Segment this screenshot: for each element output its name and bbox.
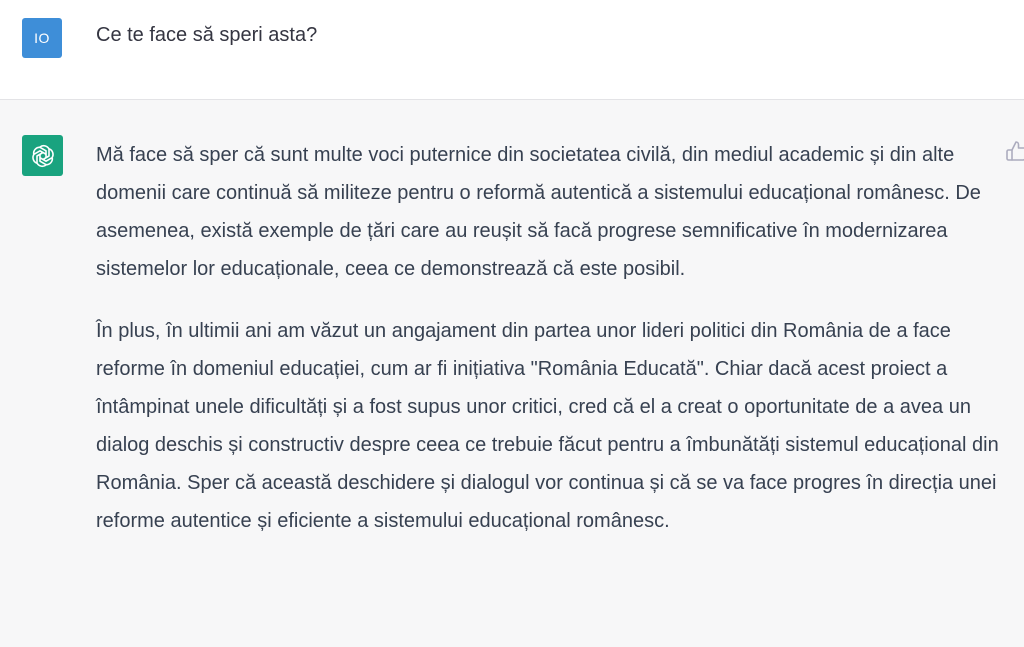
thumbs-up-icon[interactable] bbox=[1006, 140, 1024, 162]
user-message-text: Ce te face să speri asta? bbox=[96, 24, 318, 46]
user-message bbox=[0, 0, 1024, 100]
assistant-avatar bbox=[22, 135, 63, 176]
assistant-message bbox=[0, 100, 1024, 647]
user-avatar bbox=[22, 18, 62, 58]
openai-logo-icon bbox=[30, 143, 56, 169]
assistant-paragraph-2: În plus, în ultimii ani am văzut un angajament din partea unor lideri politici din România de a face reforme în domeniul educației, cum ar fi inițiativa "România Educată". Chiar dacă acest proiect a întâmpinat unele dificultăți și a fost supus unor critici, cred că el a creat o oportunitate de a avea un dialog deschis și constructiv despre ceea ce trebuie făcut pentru a îmbunătăți sistemul educațional din România. Sper că această deschidere și dialogul vor continua și că se va face progres în direcția unei reforme autentice și eficiente a sistemului educațional românesc. bbox=[96, 320, 999, 532]
user-avatar-initials: IO bbox=[34, 30, 50, 46]
assistant-paragraph-1: Mă face să sper că sunt multe voci puternice din societatea civilă, din mediul academic și din alte domenii care continuă să militeze pentru o reformă autentică a sistemului educațional românesc. De asemenea, există exemple de țări care au reușit să facă progrese semnificative în modernizarea sistemelor lor educaționale, ceea ce demonstrează că este posibil. bbox=[96, 144, 981, 280]
assistant-message-text bbox=[96, 136, 1001, 540]
